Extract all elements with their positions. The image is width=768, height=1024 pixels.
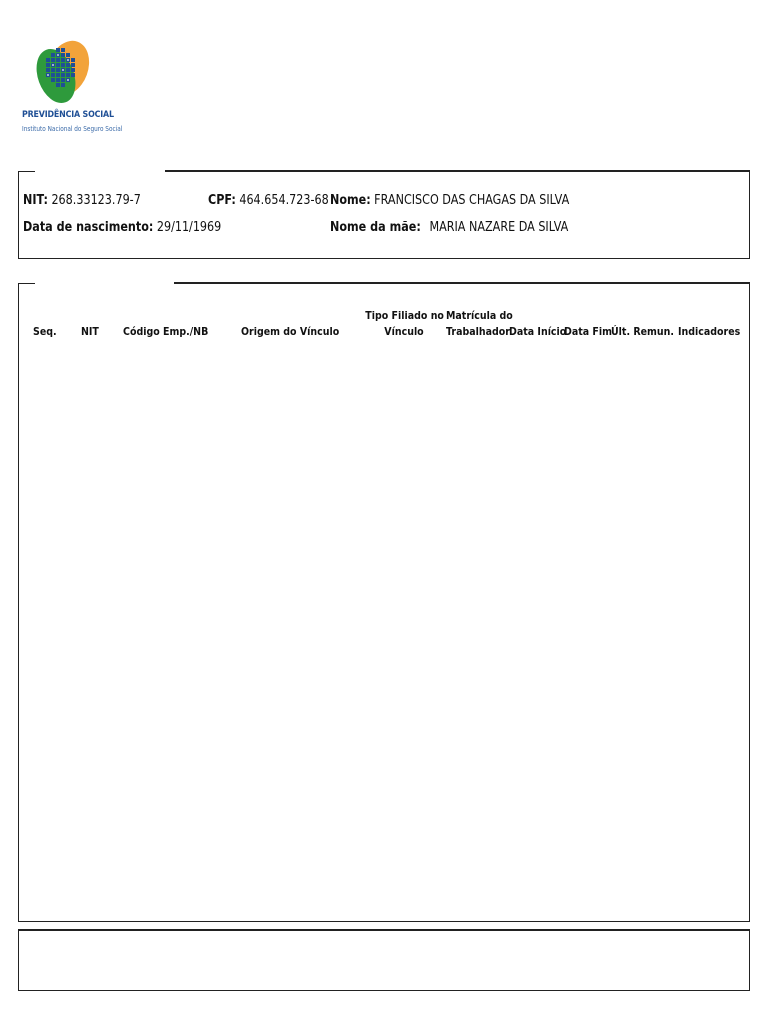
nascimento-value: 29/11/1969 — [156, 220, 222, 235]
col-data-inicio: Data Início — [509, 325, 567, 338]
vinculos-panel — [18, 283, 750, 922]
previdencia-logo-icon — [34, 38, 92, 108]
person-panel — [18, 171, 750, 259]
logo-subtitle: Instituto Nacional do Seguro Social — [22, 125, 123, 133]
col-tipo-line2: Vínculo — [384, 325, 424, 338]
nit-field — [23, 193, 141, 209]
footer-panel — [18, 929, 750, 991]
cpf-value: 464.654.723-68 — [239, 193, 329, 208]
panel-border — [19, 283, 35, 284]
col-ult-remun: Últ. Remun. — [611, 325, 674, 338]
nascimento-field — [23, 220, 221, 236]
col-tipo-line1: Tipo Filiado no — [365, 309, 444, 322]
logo-title: PREVIDÊNCIA SOCIAL — [22, 110, 114, 120]
col-data-fim: Data Fim — [564, 325, 612, 338]
nome-label: Nome: — [330, 193, 371, 208]
cpf-field — [208, 193, 329, 209]
mae-field — [330, 220, 568, 236]
nit-label: NIT: — [23, 193, 49, 208]
col-matricula-line1: Matrícula do — [446, 309, 513, 322]
col-seq: Seq. — [33, 325, 57, 338]
nome-field — [330, 193, 569, 209]
panel-border — [19, 171, 35, 172]
nome-value: FRANCISCO DAS CHAGAS DA SILVA — [374, 193, 570, 208]
col-nit: NIT — [81, 325, 99, 338]
cpf-label: CPF: — [208, 193, 236, 208]
nascimento-label: Data de nascimento: — [23, 220, 154, 235]
mae-label: Nome da mãe: — [330, 220, 421, 235]
panel-border — [174, 282, 750, 284]
logo — [20, 38, 123, 142]
mae-value: MARIA NAZARE DA SILVA — [429, 220, 569, 235]
col-matricula-line2: Trabalhador — [446, 325, 510, 338]
col-indicadores: Indicadores — [678, 325, 741, 338]
panel-border — [165, 170, 750, 172]
col-origem: Origem do Vínculo — [241, 325, 340, 338]
col-codigo: Código Emp./NB — [123, 325, 209, 338]
nit-value: 268.33123.79-7 — [51, 193, 141, 208]
